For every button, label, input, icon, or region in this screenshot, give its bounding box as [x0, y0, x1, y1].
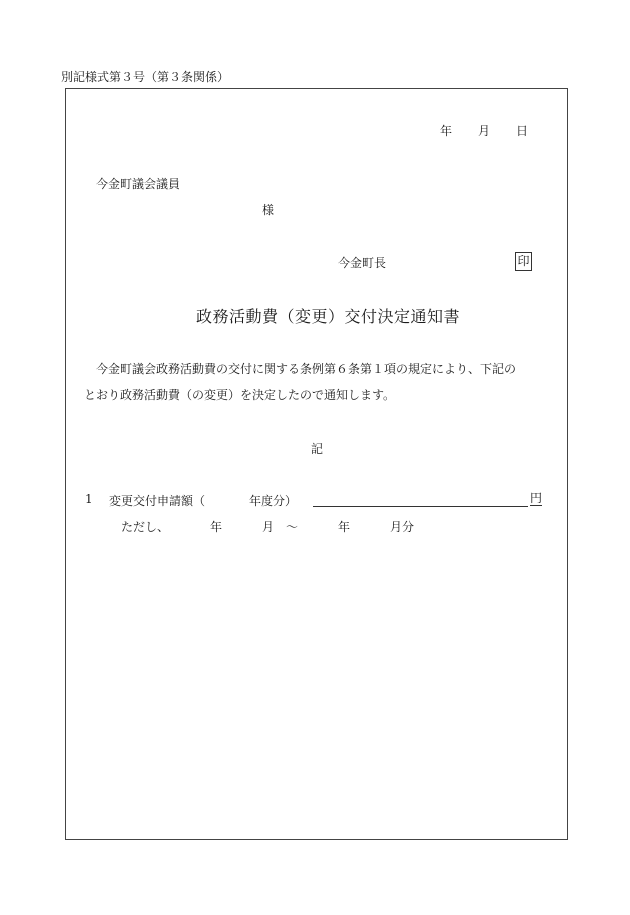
item-number: 1	[85, 492, 93, 506]
document-frame	[65, 88, 568, 840]
date-year: 年	[440, 124, 453, 138]
document-title: 政務活動費（変更）交付決定通知書	[196, 307, 461, 326]
form-label: 別記様式第３号（第３条関係）	[61, 70, 230, 84]
ki-heading: 記	[311, 442, 324, 456]
proviso-tilde: ～	[286, 520, 299, 534]
proviso-month-1: 月	[262, 520, 275, 534]
body-text-line-2: とおり政務活動費（の変更）を決定したので通知します。	[84, 388, 396, 402]
date-day: 日	[516, 124, 529, 138]
recipient: 今金町議会議員	[96, 177, 181, 191]
item-label: 変更交付申請額（	[109, 494, 206, 508]
amount-field-line	[313, 506, 528, 507]
item-year-suffix: 年度分）	[249, 494, 298, 508]
proviso-year-2: 年	[338, 520, 351, 534]
seal-mark: 印	[515, 252, 532, 271]
proviso-prefix: ただし、	[121, 520, 170, 534]
proviso-month-2: 月分	[390, 520, 415, 534]
proviso-year-1: 年	[210, 520, 223, 534]
date-month: 月	[478, 124, 491, 138]
yen-unit: 円	[530, 491, 543, 505]
body-text-line-1: 今金町議会政務活動費の交付に関する条例第６条第１項の規定により、下記の	[96, 362, 517, 376]
honorific: 様	[262, 203, 275, 217]
issuer: 今金町長	[338, 256, 387, 270]
